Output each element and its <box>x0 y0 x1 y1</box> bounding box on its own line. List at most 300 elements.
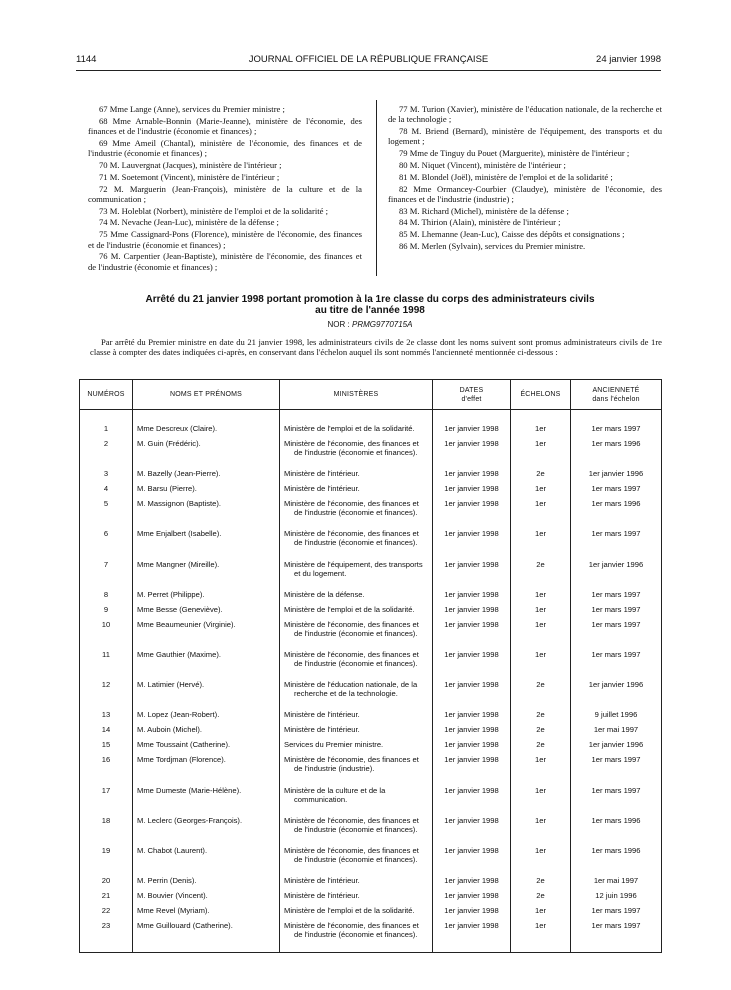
cell-number <box>80 906 133 921</box>
cell-number-text: 8 <box>103 589 109 599</box>
table-row <box>80 710 662 725</box>
table-row <box>80 891 662 906</box>
cell-date-text: 1er janvier 1998 <box>444 424 499 433</box>
cell-anciennete-text: 1er mai 1997 <box>593 876 639 886</box>
cell-number <box>80 439 133 469</box>
cell-anciennete-text: 1er mars 1997 <box>591 604 641 614</box>
col-header-ministeres: MINISTÈRES <box>280 380 433 410</box>
cell-name <box>133 921 280 951</box>
cell-echelon-text: 1er <box>535 424 546 433</box>
cell-anciennete-text: 12 juin 1996 <box>595 891 637 901</box>
cell-name <box>133 529 280 559</box>
nor-reference <box>80 320 660 329</box>
cell-echelon <box>511 891 571 906</box>
issue-date: 24 janvier 1998 <box>596 54 661 65</box>
cell-echelon <box>511 650 571 680</box>
cell-name <box>133 650 280 680</box>
cell-date-text: 1er janvier 1998 <box>444 815 499 825</box>
cell-number-text: 1 <box>103 424 109 433</box>
cell-echelon-text: 2e <box>536 891 545 901</box>
cell-anciennete-text: 1er mars 1997 <box>591 921 641 931</box>
cell-name-text: M. Guin (Frédéric). <box>137 439 201 449</box>
list-item: 78 M. Briend (Bernard), ministère de l'équipement, des transports et du logement ; <box>388 126 662 147</box>
table-row <box>80 424 662 439</box>
cell-anciennete <box>571 650 662 680</box>
cell-date <box>433 650 511 680</box>
cell-anciennete-text: 1er janvier 1996 <box>588 469 644 479</box>
cell-ministry <box>280 469 433 484</box>
cell-name-text: Mme Mangner (Mireille). <box>137 559 220 569</box>
cell-date-text: 1er janvier 1998 <box>444 439 499 449</box>
cell-date <box>433 484 511 499</box>
col-header-anc-line1: ANCIENNETÉ <box>592 386 640 394</box>
cell-name-text: M. Bazelly (Jean-Pierre). <box>137 469 221 479</box>
cell-anciennete <box>571 755 662 785</box>
cell-ministry <box>280 529 433 559</box>
table-body <box>80 410 662 953</box>
cell-date-text: 1er janvier 1998 <box>444 619 499 629</box>
cell-date-text: 1er janvier 1998 <box>444 559 499 569</box>
cell-ministry <box>280 816 433 846</box>
cell-echelon <box>511 725 571 740</box>
table-row <box>80 740 662 755</box>
cell-ministry-text: Ministère de l'intérieur. <box>284 710 360 720</box>
cell-ministry-text: Ministère de la culture et de la communication. <box>284 785 386 804</box>
table-row <box>80 469 662 484</box>
cell-name-text: M. Barsu (Pierre). <box>137 484 197 494</box>
cell-number-text: 5 <box>103 499 109 509</box>
cell-number <box>80 529 133 559</box>
table-row <box>80 755 662 785</box>
cell-number-text: 11 <box>102 650 110 660</box>
cell-echelon-text: 2e <box>536 710 545 720</box>
cell-echelon-text: 2e <box>536 876 545 886</box>
cell-date <box>433 620 511 650</box>
cell-echelon-text: 2e <box>536 559 545 569</box>
nor-code: PRMG9770715A <box>351 320 413 329</box>
cell-number-text: 23 <box>101 921 111 931</box>
cell-date <box>433 499 511 529</box>
table-row <box>80 786 662 816</box>
cell-anciennete <box>571 529 662 559</box>
cell-echelon <box>511 484 571 499</box>
cell-ministry-text: Ministère de l'éducation nationale, de la recherche et de la technologie. <box>284 680 418 699</box>
promotion-table <box>79 379 662 953</box>
cell-ministry-text: Ministère de la défense. <box>284 589 365 599</box>
col-header-dates <box>433 380 511 410</box>
cell-date-text: 1er janvier 1998 <box>444 845 499 855</box>
cell-echelon-text: 1er <box>535 589 546 599</box>
cell-name-text: Mme Tordjman (Florence). <box>137 755 226 765</box>
list-item: 80 M. Niquet (Vincent), ministère de l'intérieur ; <box>399 159 566 170</box>
cell-number <box>80 590 133 605</box>
list-item: 76 M. Carpentier (Jean-Baptiste), ministère de l'économie, des finances et de l'industrie (économie et finances) ; <box>88 251 362 272</box>
list-right-column <box>388 104 662 253</box>
cell-anciennete-text: 1er mars 1997 <box>591 589 641 599</box>
cell-number-text: 13 <box>101 710 111 720</box>
cell-anciennete <box>571 620 662 650</box>
cell-name <box>133 469 280 484</box>
cell-anciennete <box>571 710 662 725</box>
table-header-row <box>80 380 662 410</box>
cell-ministry-text: Ministère de l'emploi et de la solidarité. <box>284 604 415 614</box>
cell-number <box>80 499 133 529</box>
cell-name-text: M. Latimier (Hervé). <box>137 680 205 690</box>
cell-date-text: 1er janvier 1998 <box>444 499 499 509</box>
cell-anciennete <box>571 786 662 816</box>
arrete-title <box>80 294 660 316</box>
table-row <box>80 499 662 529</box>
cell-number <box>80 876 133 891</box>
cell-ministry-text: Ministère de l'économie, des finances et de l'industrie (industrie). <box>284 755 419 774</box>
cell-name <box>133 725 280 740</box>
cell-date <box>433 710 511 725</box>
cell-number-text: 18 <box>101 815 111 825</box>
cell-name <box>133 740 280 755</box>
cell-ministry <box>280 620 433 650</box>
cell-ministry <box>280 710 433 725</box>
arrete-intro: Par arrêté du Premier ministre en date du 21 janvier 1998, les administrateurs civils de 2e classe dont les noms suivent sont promus administrateurs civils de 1re classe à compter des dates indiquées ci-après, en conservant dans l'échelon auquel ils sont nommés l'ancienneté mentionnée ci-dessous : <box>90 337 662 358</box>
list-item: 71 M. Soetemont (Vincent), ministère de l'intérieur ; <box>99 171 280 182</box>
table-row <box>80 846 662 876</box>
cell-anciennete-text: 1er mars 1996 <box>591 845 641 855</box>
cell-date-text: 1er janvier 1998 <box>444 755 499 765</box>
cell-name <box>133 560 280 590</box>
cell-date <box>433 921 511 951</box>
arrete-title-line-1: Arrêté du 21 janvier 1998 portant promotion à la 1re classe du corps des administrateurs civils <box>145 294 595 305</box>
cell-ministry <box>280 590 433 605</box>
cell-echelon-text: 1er <box>535 484 546 494</box>
list-item: 72 M. Marguerin (Jean-François), ministère de la culture et de la communication ; <box>88 183 362 204</box>
cell-echelon <box>511 560 571 590</box>
cell-number <box>80 740 133 755</box>
cell-date <box>433 560 511 590</box>
cell-name-text: Mme Beaumeunier (Virginie). <box>137 619 236 629</box>
cell-number-text: 21 <box>101 891 111 901</box>
arrete-title-line-2: au titre de l'année 1998 <box>315 305 425 316</box>
cell-ministry-text: Ministère de l'intérieur. <box>284 484 360 494</box>
list-item: 75 Mme Cassignard-Pons (Florence), ministère de l'économie, des finances et de l'industrie (économie et finances) ; <box>88 229 362 250</box>
cell-date-text: 1er janvier 1998 <box>444 725 499 735</box>
cell-date-text: 1er janvier 1998 <box>444 680 499 690</box>
cell-ministry <box>280 755 433 785</box>
cell-anciennete <box>571 484 662 499</box>
cell-anciennete-text: 1er mars 1997 <box>591 906 641 916</box>
cell-anciennete <box>571 499 662 529</box>
cell-date <box>433 424 511 439</box>
cell-echelon <box>511 529 571 559</box>
cell-name-text: M. Massignon (Baptiste). <box>137 499 221 509</box>
cell-name-text: M. Auboin (Michel). <box>137 725 202 735</box>
table-row <box>80 906 662 921</box>
cell-anciennete <box>571 469 662 484</box>
list-item: 67 Mme Lange (Anne), services du Premier ministre ; <box>99 104 285 114</box>
cell-echelon <box>511 876 571 891</box>
cell-name <box>133 891 280 906</box>
cell-number-text: 19 <box>101 845 111 855</box>
cell-anciennete <box>571 921 662 951</box>
cell-name-text: M. Bouvier (Vincent). <box>137 891 208 901</box>
cell-name <box>133 876 280 891</box>
cell-anciennete-text: 1er mars 1997 <box>591 650 641 660</box>
cell-echelon <box>511 469 571 484</box>
table-row <box>80 439 662 469</box>
cell-ministry-text: Services du Premier ministre. <box>284 740 384 750</box>
cell-ministry-text: Ministère de l'emploi et de la solidarité. <box>284 906 415 916</box>
cell-echelon-text: 1er <box>535 845 546 855</box>
cell-date <box>433 816 511 846</box>
cell-name <box>133 786 280 816</box>
list-item: 86 M. Merlen (Sylvain), services du Premier ministre. <box>399 241 586 252</box>
cell-date-text: 1er janvier 1998 <box>444 785 499 795</box>
cell-name-text: Mme Enjalbert (Isabelle). <box>137 529 222 539</box>
cell-ministry-text: Ministère de l'intérieur. <box>284 891 360 901</box>
cell-echelon <box>511 921 571 951</box>
table-row <box>80 921 662 951</box>
cell-ministry <box>280 424 433 439</box>
cell-name-text: M. Leclerc (Georges-François). <box>137 815 243 825</box>
cell-ministry <box>280 921 433 951</box>
cell-ministry-text: Ministère de l'équipement, des transports et du logement. <box>284 559 423 578</box>
col-header-anc-line2: dans l'échelon <box>592 395 640 403</box>
cell-ministry <box>280 786 433 816</box>
cell-anciennete-text: 1er mars 1997 <box>591 619 641 629</box>
table-row <box>80 650 662 680</box>
cell-number <box>80 921 133 951</box>
cell-ministry-text: Ministère de l'économie, des finances et de l'industrie (économie et finances). <box>284 815 419 834</box>
cell-echelon-text: 1er <box>535 604 546 614</box>
list-item: 74 M. Nevache (Jean-Luc), ministère de la défense ; <box>99 217 279 228</box>
cell-number-text: 3 <box>103 469 109 479</box>
cell-name <box>133 755 280 785</box>
col-header-dates-line2: d'effet <box>461 395 482 403</box>
cell-name-text: M. Perrin (Denis). <box>137 876 197 886</box>
cell-number-text: 14 <box>101 725 111 735</box>
cell-number-text: 17 <box>101 785 111 795</box>
table-row <box>80 620 662 650</box>
cell-date-text: 1er janvier 1998 <box>444 484 499 494</box>
table-row <box>80 590 662 605</box>
list-item: 77 M. Turion (Xavier), ministère de l'éducation nationale, de la recherche et de la technologie ; <box>388 104 662 125</box>
cell-name-text: Mme Dumeste (Marie-Hélène). <box>137 785 242 795</box>
table-row <box>80 484 662 499</box>
cell-number-text: 6 <box>103 529 109 539</box>
cell-ministry-text: Ministère de l'économie, des finances et de l'industrie (économie et finances). <box>284 439 419 458</box>
cell-anciennete <box>571 560 662 590</box>
cell-name <box>133 424 280 439</box>
cell-date-text: 1er janvier 1998 <box>444 921 499 931</box>
table-closing-row <box>80 951 662 952</box>
list-item: 70 M. Lauvergnat (Jacques), ministère de l'intérieur ; <box>99 159 282 170</box>
cell-number <box>80 755 133 785</box>
cell-anciennete <box>571 816 662 846</box>
cell-date <box>433 590 511 605</box>
cell-number <box>80 846 133 876</box>
cell-date-text: 1er janvier 1998 <box>444 589 499 599</box>
cell-ministry <box>280 680 433 710</box>
cell-anciennete <box>571 891 662 906</box>
cell-number-text: 9 <box>103 604 109 614</box>
cell-ministry <box>280 725 433 740</box>
cell-echelon <box>511 424 571 439</box>
cell-name <box>133 620 280 650</box>
cell-date-text: 1er janvier 1998 <box>444 469 499 479</box>
page-number: 1144 <box>76 54 97 65</box>
cell-number-text: 7 <box>103 559 109 569</box>
cell-date <box>433 786 511 816</box>
cell-number <box>80 560 133 590</box>
cell-anciennete <box>571 590 662 605</box>
cell-anciennete-text: 1er janvier 1996 <box>588 680 644 690</box>
cell-date <box>433 876 511 891</box>
cell-name <box>133 605 280 620</box>
list-item: 81 M. Blondel (Joël), ministère de l'emploi et de la solidarité ; <box>399 171 613 182</box>
cell-anciennete-text: 9 juillet 1996 <box>594 710 638 720</box>
cell-ministry-text: Ministère de l'intérieur. <box>284 725 360 735</box>
cell-anciennete-text: 1er mai 1997 <box>593 725 639 735</box>
cell-ministry-text: Ministère de l'emploi et de la solidarité. <box>284 424 415 433</box>
list-item: 68 Mme Arnable-Bonnin (Marie-Jeanne), ministère de l'économie, des finances et de l'industrie (économie et finances) ; <box>88 115 362 137</box>
header-rule <box>76 70 661 71</box>
cell-name <box>133 484 280 499</box>
cell-anciennete <box>571 424 662 439</box>
list-item: 84 M. Thirion (Alain), ministère de l'intérieur ; <box>399 217 561 228</box>
cell-date <box>433 529 511 559</box>
cell-date <box>433 906 511 921</box>
cell-echelon-text: 2e <box>536 740 545 750</box>
cell-ministry-text: Ministère de l'économie, des finances et de l'industrie (économie et finances). <box>284 499 419 518</box>
cell-echelon <box>511 710 571 725</box>
cell-echelon-text: 2e <box>536 469 545 479</box>
cell-anciennete-text: 1er mars 1997 <box>591 529 641 539</box>
list-left-column <box>88 104 362 273</box>
cell-ministry <box>280 605 433 620</box>
cell-number <box>80 605 133 620</box>
cell-echelon-text: 1er <box>535 906 546 916</box>
cell-number-text: 2 <box>103 439 109 449</box>
cell-ministry <box>280 560 433 590</box>
cell-name <box>133 906 280 921</box>
cell-date <box>433 846 511 876</box>
cell-number <box>80 786 133 816</box>
cell-anciennete-text: 1er mars 1996 <box>591 499 641 509</box>
cell-ministry-text: Ministère de l'intérieur. <box>284 876 360 886</box>
cell-echelon <box>511 846 571 876</box>
cell-anciennete <box>571 876 662 891</box>
cell-echelon-text: 1er <box>535 650 546 660</box>
cell-echelon-text: 2e <box>536 680 545 690</box>
cell-echelon <box>511 499 571 529</box>
list-item: 73 M. Holeblat (Norbert), ministère de l'emploi et de la solidarité ; <box>99 205 328 216</box>
cell-anciennete <box>571 740 662 755</box>
cell-number-text: 16 <box>101 755 111 765</box>
page-header <box>76 54 661 70</box>
cell-ministry <box>280 891 433 906</box>
cell-echelon <box>511 590 571 605</box>
cell-echelon-text: 1er <box>535 529 546 539</box>
cell-ministry <box>280 484 433 499</box>
cell-anciennete <box>571 439 662 469</box>
journal-title: JOURNAL OFFICIEL DE LA RÉPUBLIQUE FRANÇAISE <box>248 54 489 65</box>
col-header-numeros: NUMÉROS <box>80 380 133 410</box>
cell-name-text: Mme Descreux (Claire). <box>137 424 218 433</box>
cell-name-text: M. Perret (Philippe). <box>137 589 205 599</box>
cell-anciennete-text: 1er mars 1997 <box>591 424 641 433</box>
column-divider <box>376 100 377 276</box>
list-item: 83 M. Richard (Michel), ministère de la défense ; <box>399 205 569 216</box>
cell-date <box>433 891 511 906</box>
cell-anciennete-text: 1er mars 1997 <box>591 785 641 795</box>
cell-anciennete-text: 1er mars 1997 <box>591 755 641 765</box>
cell-ministry-text: Ministère de l'intérieur. <box>284 469 360 479</box>
table-row <box>80 816 662 846</box>
table-row <box>80 680 662 710</box>
cell-ministry <box>280 439 433 469</box>
cell-echelon-text: 1er <box>535 499 546 509</box>
table-row <box>80 605 662 620</box>
cell-date-text: 1er janvier 1998 <box>444 604 499 614</box>
cell-name <box>133 846 280 876</box>
cell-number-text: 22 <box>101 906 111 916</box>
cell-name <box>133 816 280 846</box>
cell-echelon-text: 1er <box>535 439 546 449</box>
cell-ministry <box>280 499 433 529</box>
cell-ministry <box>280 740 433 755</box>
cell-anciennete-text: 1er janvier 1996 <box>588 559 644 569</box>
cell-echelon-text: 1er <box>535 815 546 825</box>
cell-ministry-text: Ministère de l'économie, des finances et de l'industrie (économie et finances). <box>284 529 419 548</box>
cell-echelon-text: 1er <box>535 755 546 765</box>
cell-name-text: Mme Gauthier (Maxime). <box>137 650 221 660</box>
cell-echelon <box>511 680 571 710</box>
cell-date-text: 1er janvier 1998 <box>444 740 499 750</box>
cell-name-text: Mme Guillouard (Catherine). <box>137 921 233 931</box>
cell-date-text: 1er janvier 1998 <box>444 891 499 901</box>
cell-echelon-text: 1er <box>535 785 546 795</box>
col-header-anciennete <box>571 380 662 410</box>
nor-label: NOR : <box>327 320 352 329</box>
cell-number <box>80 816 133 846</box>
cell-date-text: 1er janvier 1998 <box>444 876 499 886</box>
cell-number <box>80 620 133 650</box>
cell-anciennete-text: 1er mars 1996 <box>591 439 641 449</box>
cell-date <box>433 469 511 484</box>
cell-echelon <box>511 786 571 816</box>
cell-date <box>433 740 511 755</box>
cell-date <box>433 755 511 785</box>
cell-number-text: 4 <box>103 484 109 494</box>
cell-name-text: M. Chabot (Laurent). <box>137 845 208 855</box>
cell-number-text: 15 <box>101 740 111 750</box>
cell-anciennete-text: 1er mars 1996 <box>591 815 641 825</box>
cell-date-text: 1er janvier 1998 <box>444 710 499 720</box>
cell-number-text: 20 <box>101 876 111 886</box>
cell-echelon <box>511 906 571 921</box>
cell-anciennete <box>571 846 662 876</box>
cell-date-text: 1er janvier 1998 <box>444 650 499 660</box>
cell-date-text: 1er janvier 1998 <box>444 529 499 539</box>
cell-number-text: 12 <box>101 680 111 690</box>
cell-echelon <box>511 740 571 755</box>
table-row <box>80 560 662 590</box>
table-row <box>80 876 662 891</box>
cell-echelon <box>511 620 571 650</box>
cell-echelon-text: 1er <box>535 921 546 931</box>
cell-anciennete-text: 1er janvier 1996 <box>588 740 644 750</box>
cell-number <box>80 424 133 439</box>
col-header-dates-line1: DATES <box>459 386 484 394</box>
cell-anciennete <box>571 680 662 710</box>
